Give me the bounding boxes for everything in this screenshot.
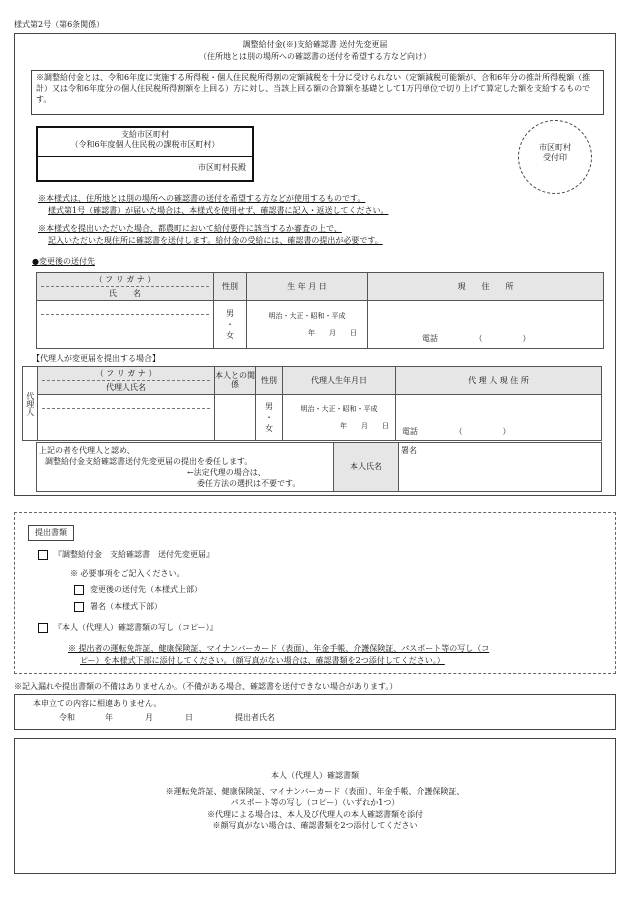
doc-item-1: 『調整給付金 支給確認書 送付先変更届』 (38, 550, 214, 560)
t2-furigana-header: （ フ リ ガ ナ ） (95, 369, 157, 378)
t1-eras: 明治・大正・昭和・平成 (268, 311, 346, 320)
t2-sex-cell[interactable]: 男 ・ 女 (256, 395, 283, 441)
delegation-line2: 調整給付金支給確認書送付先変更届の提出を委任します。 (45, 457, 253, 466)
t2-relation-field[interactable] (215, 395, 256, 441)
note-1a: ※本様式は、住所地とは別の場所への確認書の送付を希望する方などが使用するものです。 (38, 194, 366, 203)
delegation-line1: 上記の者を代理人と認め、 (39, 446, 135, 455)
declaration-month: 月 (145, 713, 153, 722)
declaration-box (14, 694, 616, 730)
declaration-day: 日 (185, 713, 193, 722)
t2-male[interactable]: 男 (265, 402, 273, 411)
t2-furigana-field[interactable] (38, 395, 214, 408)
t1-name-header: 氏 名 (109, 289, 141, 298)
note-2b: 記入いただいた現住所に確認書を送付します。給付金の受給には、確認書の提出が必要です。 (48, 236, 383, 245)
submitter-name-field[interactable] (287, 711, 607, 727)
agent-section-title: 【代理人が変更届を提出する場合】 (32, 354, 160, 363)
t2-eras: 明治・大正・昭和・平成 (300, 404, 378, 413)
t1-furigana-field[interactable] (37, 301, 213, 314)
t2-female[interactable]: 女 (265, 424, 273, 433)
form-id: 様式第2号（第6条関係） (14, 20, 105, 29)
stamp-line2: 受付印 (543, 153, 567, 163)
t2-relation-header: 本人との関係 (215, 367, 256, 395)
t1-furigana-header: （ フ リ ガ ナ ） (94, 275, 156, 284)
t1-tel-label: 電話 (422, 334, 438, 343)
delegation-row (36, 442, 602, 492)
id-box-title: 本人（代理人）確認書類 (271, 771, 359, 780)
doc-item-1-checkbox[interactable] (38, 550, 48, 560)
id-box-line2: パスポート等の写し（コピー）（いずれか1つ） (230, 797, 400, 807)
municipality-box (36, 126, 254, 182)
t2-ymd: 年 月 日 (340, 421, 389, 430)
t1-address-header: 現 住 所 (368, 273, 604, 301)
submitter-name-label: 提出者氏名 (235, 713, 275, 722)
id-box-line3: ※代理による場合は、本人及び代理人の本人確認書類を添付 (207, 810, 423, 820)
id-box-line4: ※顔写真がない場合は、確認書類を2つ添付してください (212, 820, 418, 830)
documents-label: 提出書類 (28, 525, 74, 541)
id-box-line1: ※運転免許証、健康保険証、マイナンバーカード（表面）、年金手帳、介護保険証、 (165, 787, 465, 797)
t1-male[interactable]: 男 (226, 309, 234, 318)
destination-table (36, 272, 604, 349)
doc-sub-1-checkbox[interactable] (74, 585, 84, 595)
doc-sub-2-checkbox[interactable] (74, 602, 84, 612)
id-document-box[interactable] (14, 738, 616, 874)
declaration-text: 本申立ての内容に相違ありません。 (33, 699, 162, 708)
definition-note: ※調整給付金とは、令和6年度に実施する所得税・個人住民税所得割の定額減税を十分に受けられない（定額減税可能額が、合和6年分の推計所得税額（推計）又は令和6年度分の個人住民税所得割額を上回る）方に対し、当該上回る額の合算額を基礎として1万円単位で切り上げて算定した額を支給するものです。 (31, 70, 604, 115)
t2-side-label: 代理人 (23, 367, 38, 441)
declaration-year: 年 (105, 713, 113, 722)
signature-label: 署名 (401, 446, 417, 455)
t1-birth-cell[interactable] (247, 301, 368, 349)
t1-address-cell[interactable]: 電話 （ ） (368, 301, 604, 349)
note-2a: ※本様式を提出いただいた場合、都農町において給付要件に該当するか審査の上で、 (38, 224, 342, 233)
doc-item-2-checkbox[interactable] (38, 623, 48, 633)
t2-address-cell[interactable]: 電話 （ ） (396, 395, 602, 441)
t1-sex-header: 性別 (214, 273, 247, 301)
doc-item-1-note: ※ 必要事項をご記入ください。 (70, 569, 185, 578)
t2-tel-label: 電話 (402, 427, 418, 436)
t1-female[interactable]: 女 (226, 331, 234, 340)
t1-name-field[interactable] (37, 315, 213, 347)
t2-name-header: 代理人氏名 (106, 383, 146, 392)
t1-ymd: 年 月 日 (308, 328, 357, 337)
form-subtitle: （住所地とは別の場所への確認書の送付を希望する方など向け） (199, 52, 431, 61)
declaration-reiwa: 令和 (59, 713, 75, 722)
delegation-line3: ←法定代理の場合は、 (187, 468, 266, 477)
section-destination: ●変更後の送付先 (32, 257, 95, 266)
doc-item-2-note-1: ※ 提出者の運転免許証、健康保険証、マイナンバーカード（表面）、年金手帳、介護保険証、パスポート等の写し（コ (68, 644, 490, 653)
warning-text: ※記入漏れや提出書類の不備はありませんか。（不備がある場合、確認書を送付できない場合があります。） (14, 682, 398, 691)
municipality-head: 市区町村長殿 (198, 162, 246, 172)
doc-item-2-note-2: ピー）を本様式下部に添付してください。（顔写真がない場合は、確認書類を2つ添付してください。） (80, 656, 445, 665)
doc-item-2: 『本人（代理人）確認書類の写し（コピー）』 (38, 623, 218, 633)
municipality-name: 支給市区町村 (121, 130, 169, 139)
stamp-line1: 市区町村 (539, 143, 571, 152)
t2-birth-header: 代理人生年月日 (283, 367, 396, 395)
note-1b: 様式第1号（確認書）が届いた場合は、本様式を使用せず、確認書に記入・返送してください。 (48, 206, 389, 215)
t1-birth-header: 生 年 月 日 (247, 273, 368, 301)
doc-sub-2: 署名（本様式下部） (74, 602, 162, 612)
form-title: 調整給付金(※)支給確認書 送付先変更届 (242, 40, 388, 49)
principal-name-label: 本人氏名 (333, 443, 399, 491)
t2-address-header: 代 理 人 現 住 所 (396, 367, 602, 395)
agent-table (22, 366, 602, 441)
t1-sex-cell[interactable]: 男 ・ 女 (214, 301, 247, 349)
delegation-line4: 委任方法の選択は不要です。 (197, 479, 301, 488)
municipality-basis: （令和6年度個人住民税の課税市区町村） (70, 140, 220, 150)
doc-sub-1: 変更後の送付先（本様式上部） (74, 585, 202, 595)
signature-field[interactable] (398, 443, 601, 491)
t2-birth-cell[interactable] (283, 395, 396, 441)
t2-name-field[interactable] (38, 409, 214, 439)
reception-stamp (518, 120, 592, 194)
t2-sex-header: 性別 (256, 367, 283, 395)
